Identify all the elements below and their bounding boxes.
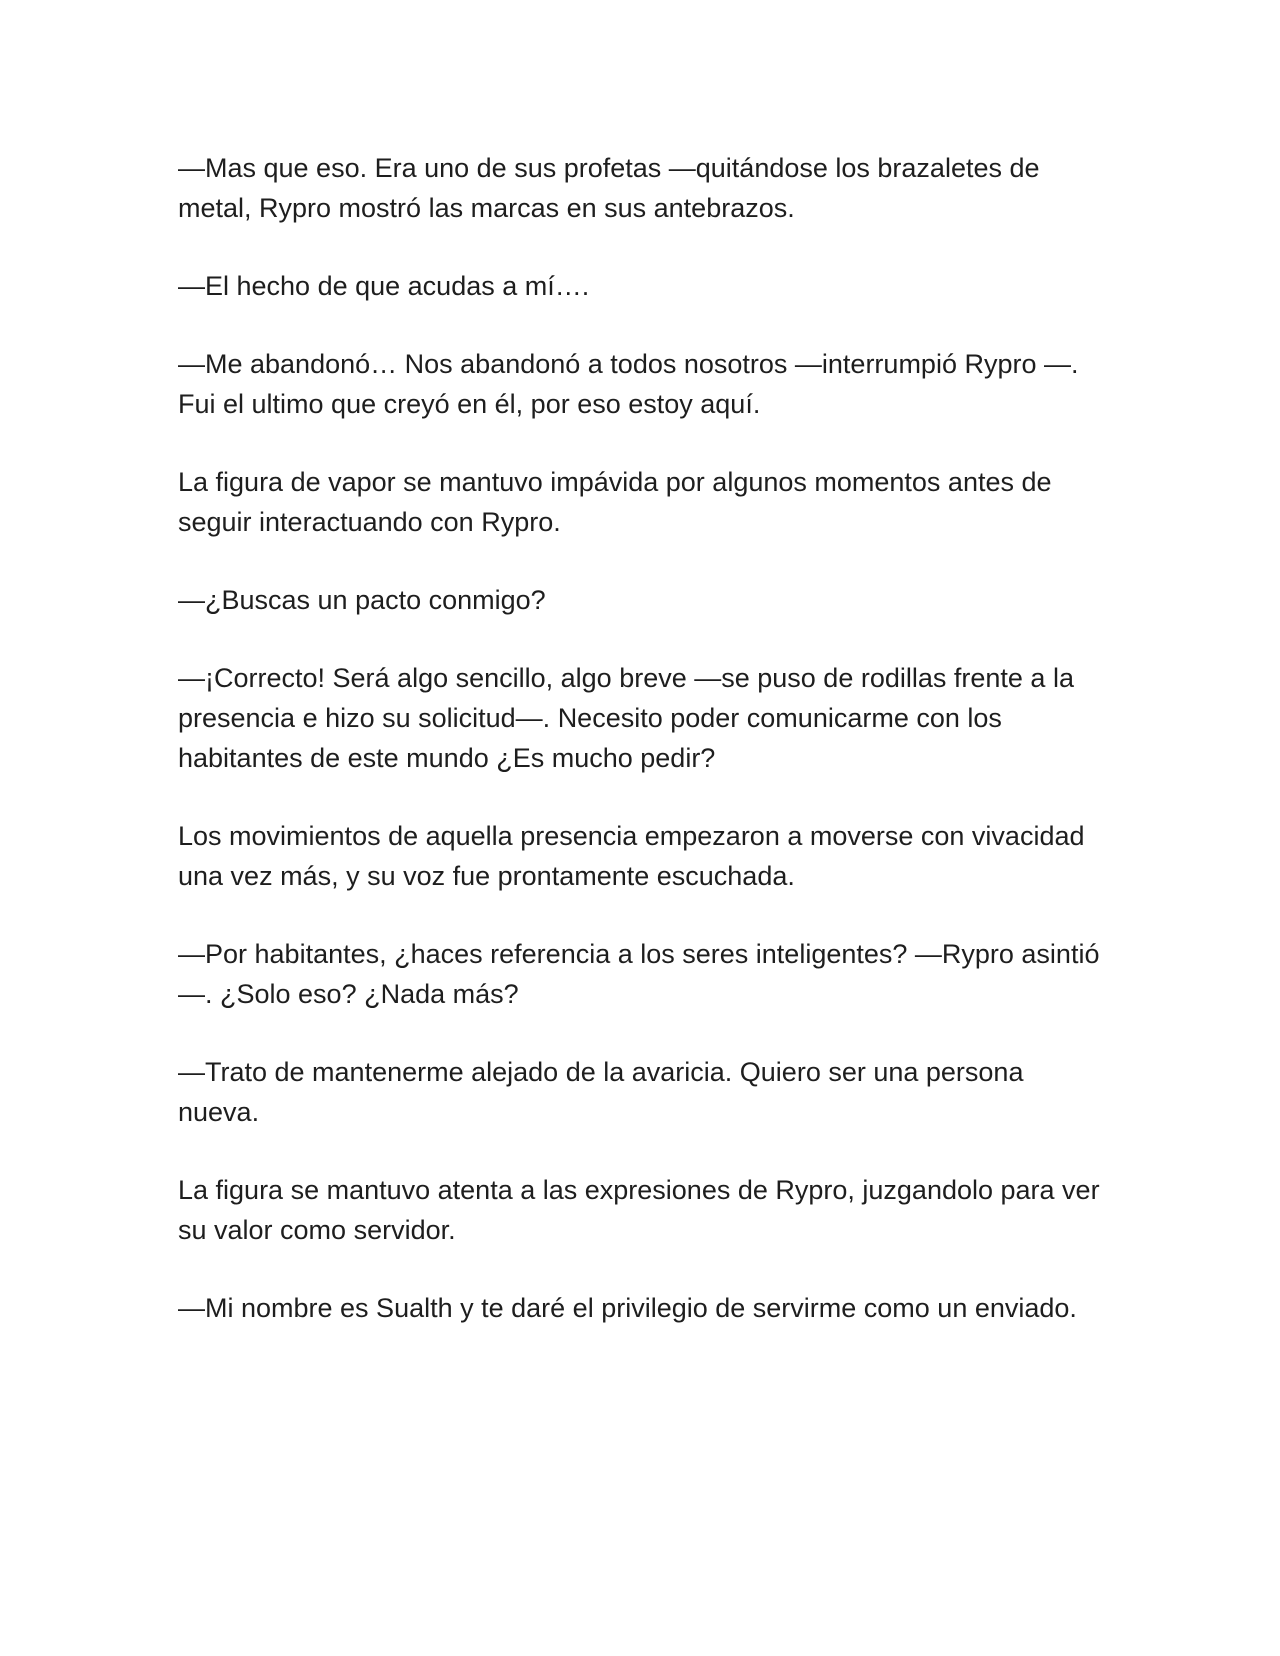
document-page (178, 148, 1103, 1366)
paragraph: —Por habitantes, ¿haces referencia a los seres inteligentes? —Rypro asintió—. ¿Solo eso? ¿Nada más? (178, 939, 1100, 1009)
paragraph: La figura se mantuvo atenta a las expresiones de Rypro, juzgandolo para ver su valor como servidor. (178, 1175, 1100, 1245)
paragraph: La figura de vapor se mantuvo impávida por algunos momentos antes de seguir interactuando con Rypro. (178, 467, 1052, 537)
paragraph: —El hecho de que acudas a mí…. (178, 271, 590, 301)
paragraph: —Mas que eso. Era uno de sus profetas —quitándose los brazaletes de metal, Rypro mostró las marcas en sus antebrazos. (178, 153, 1040, 223)
paragraph: Los movimientos de aquella presencia empezaron a moverse con vivacidad una vez más, y su voz fue prontamente escuchada. (178, 821, 1085, 891)
paragraph: —Mi nombre es Sualth y te daré el privilegio de servirme como un enviado. (178, 1293, 1077, 1323)
paragraph: —Me abandonó… Nos abandonó a todos nosotros —interrumpió Rypro —. Fui el ultimo que creyó en él, por eso estoy aquí. (178, 349, 1079, 419)
paragraph: —¿Buscas un pacto conmigo? (178, 585, 546, 615)
paragraph: —¡Correcto! Será algo sencillo, algo breve —se puso de rodillas frente a la presencia e hizo su solicitud—. Necesito poder comunicarme con los habitantes de este mundo ¿Es mucho pedir? (178, 663, 1074, 773)
paragraph: —Trato de mantenerme alejado de la avaricia. Quiero ser una persona nueva. (178, 1057, 1024, 1127)
